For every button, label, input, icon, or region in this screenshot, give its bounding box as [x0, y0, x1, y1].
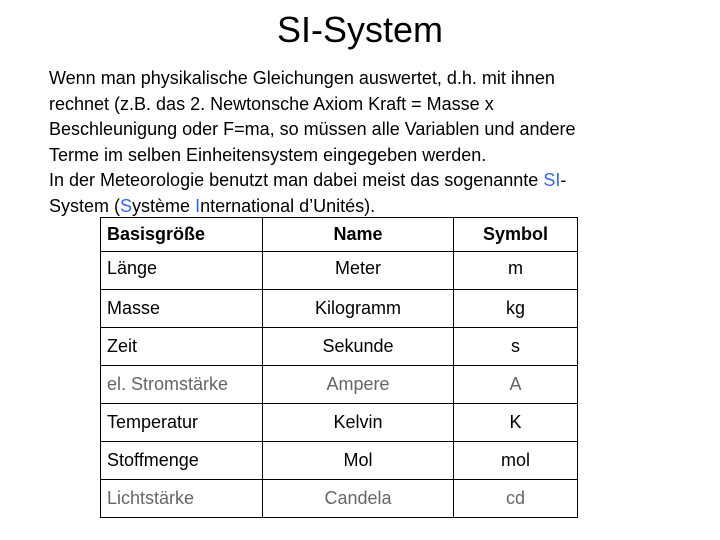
table-row	[101, 366, 578, 404]
cell-unit-name: Candela	[263, 480, 454, 518]
cell-quantity: el. Stromstärke	[101, 366, 263, 404]
intro-text: System (	[49, 195, 121, 216]
cell-unit-symbol: cd	[454, 480, 578, 518]
intro-line	[49, 168, 689, 194]
cell-quantity: Lichtstärke	[101, 480, 263, 518]
slide-title: SI-System	[276, 9, 444, 50]
cell-unit-symbol: K	[454, 404, 578, 442]
cell-unit-name: Kilogramm	[263, 290, 454, 328]
cell-quantity: Zeit	[101, 328, 263, 366]
intro-paragraph	[49, 66, 689, 219]
cell-unit-name: Meter	[263, 252, 454, 290]
si-units-table	[100, 217, 578, 518]
cell-unit-symbol: m	[454, 252, 578, 290]
intro-text: ystème	[132, 195, 196, 216]
intro-text: nternational d’Unités).	[200, 195, 376, 216]
intro-line: Wenn man physikalische Gleichungen auswertet, d.h. mit ihnen	[49, 68, 555, 88]
s-highlight: S	[120, 195, 133, 216]
si-highlight: SI	[543, 170, 561, 190]
cell-unit-symbol: kg	[454, 290, 578, 328]
intro-line	[49, 194, 689, 220]
cell-quantity: Stoffmenge	[101, 442, 263, 480]
intro-line: rechnet (z.B. das 2. Newtonsche Axiom Kraft = Masse x	[49, 93, 494, 114]
intro-line: Beschleunigung oder F=ma, so müssen alle Variablen und andere	[49, 119, 576, 139]
table-row	[101, 290, 578, 328]
intro-line: Terme im selben Einheitensystem eingegeben werden.	[49, 144, 487, 165]
cell-unit-symbol: mol	[454, 442, 578, 480]
cell-unit-name: Sekunde	[263, 328, 454, 366]
header-symbol: Symbol	[454, 218, 578, 252]
table-row	[101, 480, 578, 518]
header-basisgroesse: Basisgröße	[101, 218, 263, 252]
intro-text: -	[560, 170, 567, 190]
header-name: Name	[263, 218, 454, 252]
intro-text: In der Meteorologie benutzt man dabei meist das sogenannte	[49, 170, 544, 190]
cell-quantity: Länge	[101, 252, 263, 290]
cell-unit-name: Kelvin	[263, 404, 454, 442]
cell-quantity: Temperatur	[101, 404, 263, 442]
table-row	[101, 442, 578, 480]
cell-unit-name: Ampere	[263, 366, 454, 404]
cell-unit-name: Mol	[263, 442, 454, 480]
table-header-row	[101, 218, 578, 252]
cell-unit-symbol: A	[454, 366, 578, 404]
table-row	[101, 404, 578, 442]
table-row	[101, 252, 578, 290]
table-row	[101, 328, 578, 366]
cell-quantity: Masse	[101, 290, 263, 328]
i-highlight: I	[195, 195, 201, 216]
cell-unit-symbol: s	[454, 328, 578, 366]
